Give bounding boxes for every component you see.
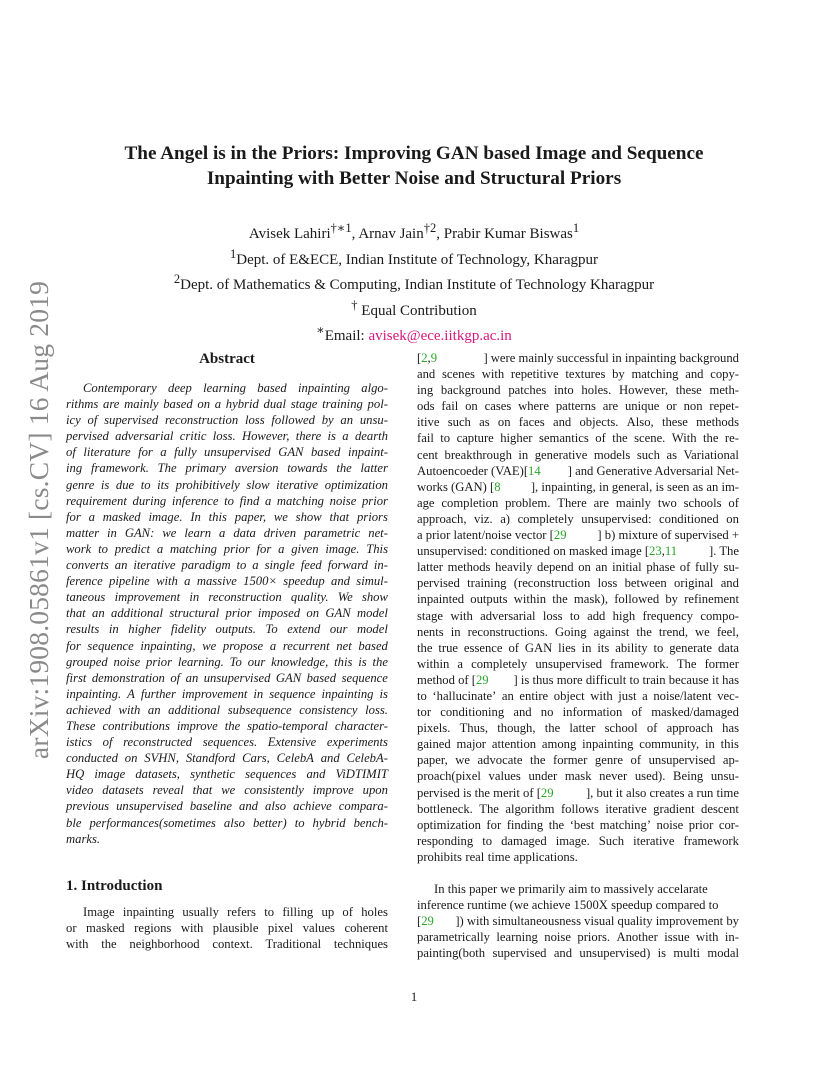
text-line: method of [29 ] is thus more difficult to train because it has [417, 672, 739, 687]
page-number: 1 [410, 990, 418, 1004]
text-line: bottleneck. The algorithm follows iterative gradient descent [417, 801, 739, 816]
text-line: conducted on SVHN, Standford Cars, CelebA and CelebA- [66, 751, 388, 766]
abstract-body [66, 380, 388, 847]
text-line: Image inpainting usually refers to filling up of holes [83, 904, 388, 919]
citation-link[interactable]: 14 [528, 463, 541, 478]
affiliation-2: $^2$Dept. of Mathematics & Computing, Indian Institute of Technology Kharagpur [173, 272, 655, 293]
text-line: ference pipeline with a massive 1500× speedup and simul- [66, 574, 388, 589]
text-line: within a completely unsupervised framework. The former [417, 656, 739, 671]
text-line: In this paper we primarily aim to massively accelarate [434, 882, 708, 896]
text-line: video datasets reveal that we consistently improve upon [66, 783, 388, 798]
text-line: to ‘hallucinate’ an entire object with just a noise/latent vec- [417, 688, 739, 703]
text-line: Autoencoeder (VAE)[14 ] and Generative Adversarial Net- [417, 463, 739, 478]
text-line: that an additional structural prior imposed on GAN model [66, 606, 388, 621]
text-line: paper, we advocate the former genre of unsupervised ap- [417, 753, 739, 768]
text-line: converts an iterative paradigm to a single feed forward in- [66, 558, 388, 573]
text-line: pervised is the merit of [29 ], but it also creates a run time [417, 785, 739, 800]
text-line: requirement during inference to find a matching noise prior [66, 493, 388, 508]
text-line: painting(both supervised and unsupervised) is multi modal [417, 946, 739, 961]
text-line: pervised training (reconstruction loss between original and [417, 576, 739, 591]
text-line: latter methods heavily depend on an initial phase of fully su- [417, 560, 739, 575]
text-line: rithms are mainly based on a hybrid dual stage training pol- [66, 397, 388, 412]
paragraph-segment [417, 801, 739, 865]
right-column [417, 350, 739, 961]
text-line: pixels. Thus, though, the latter school of approach has [417, 721, 739, 736]
text-line: These contributions improve the spatio-temporal character- [66, 718, 388, 733]
text-line: HQ image datasets, synthetic sequences and ViDTIMIT [66, 767, 388, 782]
text-line: optimization for finding the ‘best matching’ noise prior cor- [417, 817, 739, 832]
text-line: ing background patches into holes. However, these meth- [417, 383, 739, 398]
citation-link[interactable]: 29 [553, 528, 567, 543]
text-line: results in higher fidelity outputs. To extend our model [66, 622, 388, 637]
text-line: genre is due to its prohibitively slow iterative optimization [66, 477, 388, 492]
text-line: works (GAN) [8 ], inpainting, in general, is seen as an im- [417, 479, 739, 494]
text-line: itive such as on faces and objects. Also, these methods [417, 415, 739, 430]
text-line: nents in reconstructions. Going against the trend, we feel, [417, 624, 739, 639]
text-line: gained major attention among inpainting community, in this [417, 737, 739, 752]
text-line: approach, viz. a) completely unsupervised: conditioned on [417, 511, 739, 526]
text-line: ble performances(sometimes also better) to hybrid bench- [66, 815, 388, 830]
text-line: ing framework. The primary aversion towards the latter [66, 461, 388, 476]
text-line: taneous improvement in reconstruction quality. We show [66, 590, 388, 605]
affiliation-1: $^1$Dept. of E&ECE, Indian Institute of Technology, Kharagpur [229, 246, 599, 268]
paragraph-segment [417, 688, 739, 785]
text-line: matter in GAN: we learn a data driven parametric net- [66, 525, 388, 540]
paragraph-segment [417, 929, 739, 961]
abstract-heading: Abstract [199, 351, 255, 367]
text-line: cent breakthrough in generative models such as Variational [417, 447, 739, 462]
paragraph-segment [417, 366, 739, 463]
text-line: stage with adversarial loss to add high frequency compo- [417, 608, 739, 623]
text-line: and scenes with repetitive textures by matching and copy- [417, 367, 739, 382]
text-line: proach(pixel values under mask never used). Being unsu- [417, 769, 739, 784]
text-line: for a masked image. In this paper, we show that priors [66, 509, 388, 524]
citation-link[interactable]: 23 [649, 544, 662, 559]
text-line: first demonstration of an unsupervised GAN based sequence [66, 670, 388, 685]
text-line: responding to damaged image. Such iterative framework [417, 833, 739, 848]
title-line-2: Inpainting with Better Noise and Structural Priors [206, 168, 622, 189]
left-column [66, 350, 388, 952]
citation-link[interactable]: 11 [664, 544, 678, 559]
text-line: the true essence of GAN lies in its ability to generate data [417, 640, 739, 655]
citation-link[interactable]: 29 [421, 914, 434, 929]
text-line: work to predict a matching prior for a given image. This [66, 541, 388, 556]
text-line: fail to capture higher semantics of the scene. With the re- [417, 431, 739, 446]
text-line: pervised adversarial critic loss. However, there is a dearth [66, 429, 388, 444]
text-line: ods fail on cases where patterns are unique or non repet- [417, 399, 739, 414]
text-line: age completion problem. There are mainly two schools of [417, 495, 739, 510]
paragraph-segment [417, 559, 739, 672]
text-line: with the neighborhood context. Traditional techniques [66, 936, 388, 951]
arxiv-identifier-stamp [20, 280, 58, 760]
arxiv-stamp-text: arXiv:1908.05861v1 [cs.CV] 16 Aug 2019 [23, 280, 54, 760]
paragraph-segment [417, 495, 739, 527]
introduction-heading: 1. Introduction [66, 877, 163, 894]
equal-contribution-note: † Equal Contribution [351, 297, 477, 319]
text-line: Contemporary deep learning based inpainting algo- [83, 381, 388, 395]
text-line: tor conditioning and no information of masked/damaged [417, 705, 739, 720]
text-line: unsupervised: conditioned on masked image [23,11 ]. The [417, 544, 739, 559]
text-line: [29 ]) with simultaneousness visual quality improvement by [417, 914, 739, 929]
text-line: achieved with an additional subsequence consistency loss. [66, 702, 388, 717]
email-line: ∗Email: avisek@ece.iitkgp.ac.in [316, 323, 512, 344]
text-line: grouped noise prior learning. To our knowledge, this is the [66, 654, 388, 669]
author-names: Avisek Lahiri$^{\dagger∗1}$, Arnav Jain$^{\dagger 2}$, Prabir Kumar Biswas$^1$ [248, 221, 580, 242]
text-line: icy of supervised reconstruction loss followed by an unsu- [66, 413, 388, 428]
author-block [60, 219, 768, 347]
text-line: istics of reconstructed sequences. Extensive experiments [66, 735, 388, 750]
email-link[interactable]: avisek@ece.iitkgp.ac.in [368, 328, 512, 344]
text-line: previous unsupervised baseline and also achieve compara- [66, 799, 388, 814]
citation-link[interactable]: 29 [475, 672, 489, 687]
text-line: inference runtime (we achieve 1500X speedup compared to [417, 898, 719, 913]
paper-title [60, 141, 768, 191]
text-line: inpainted outputs within the mask), followed by refinement [417, 592, 739, 607]
text-line: parametrically learning noise priors. Another issue with in- [417, 930, 739, 945]
citation-link[interactable]: 9 [430, 351, 438, 365]
introduction-body [66, 904, 388, 952]
citation-link[interactable]: 2 [421, 351, 428, 365]
text-line: a prior latent/noise vector [29 ] b) mixture of supervised + [417, 528, 739, 543]
text-line: prohibits real time applications. [417, 849, 578, 864]
text-line: for sequence inpainting, we propose a recurrent net based [66, 638, 388, 653]
text-line: of literature for a fully unsupervised GAN based inpaint- [66, 445, 388, 460]
text-line: marks. [66, 831, 101, 846]
text-line: or masked regions with plausible pixel values coherent [66, 920, 388, 935]
citation-link[interactable]: 29 [540, 785, 554, 800]
citation-link[interactable]: 8 [494, 479, 501, 494]
text-line: inpainting. A further improvement in sequence inpainting is [66, 686, 388, 701]
text-line: [2,9 ] were mainly successful in inpainting background [417, 351, 739, 365]
title-line-1: The Angel is in the Priors: Improving GAN based Image and Sequence [124, 143, 704, 164]
